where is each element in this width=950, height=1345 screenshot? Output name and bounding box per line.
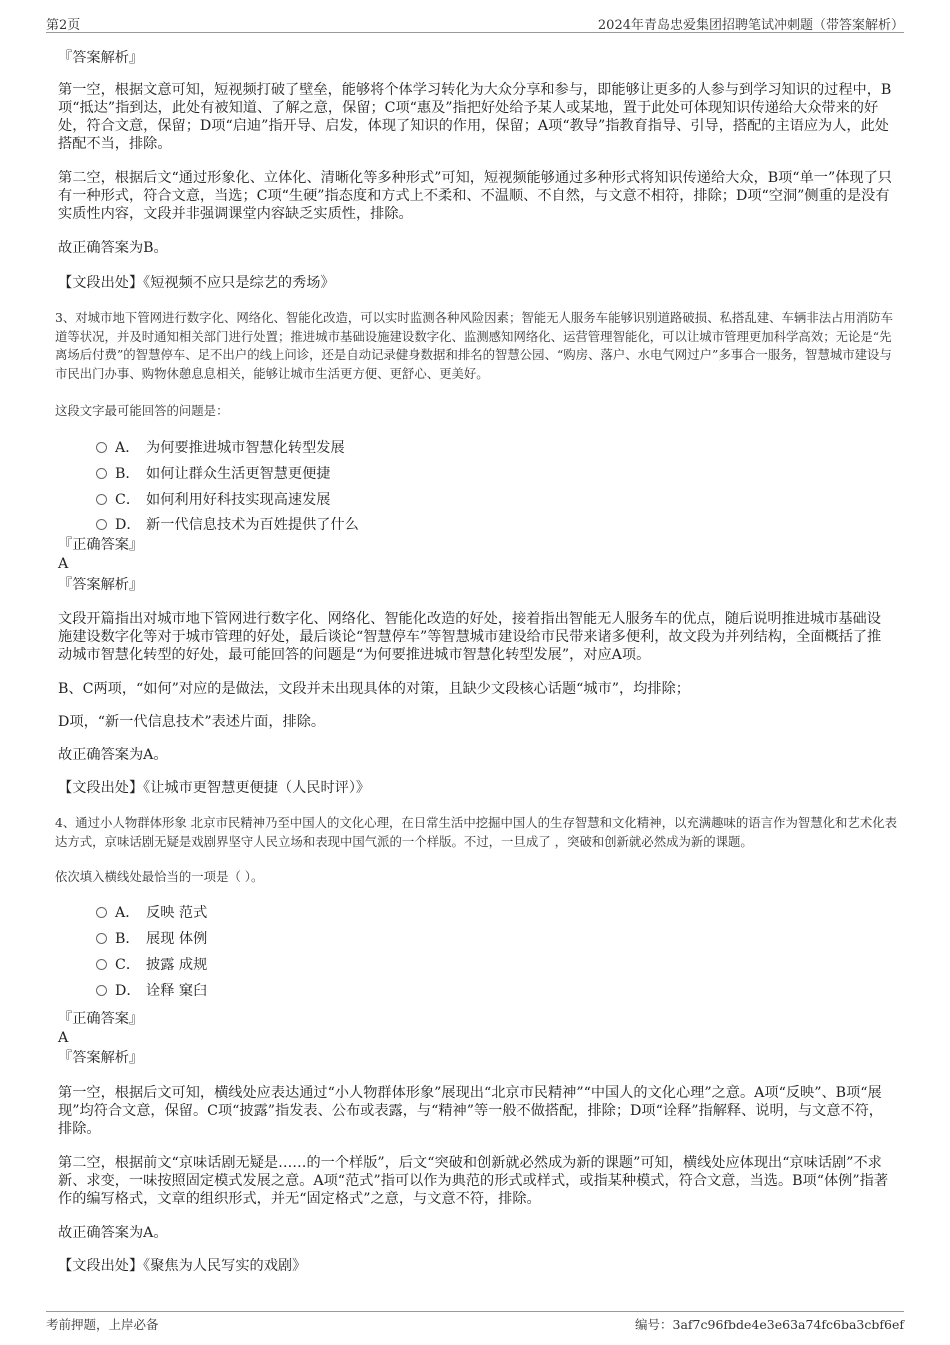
q3-question: 这段文字最可能回答的问题是：	[55, 403, 229, 418]
q4-conclusion: 故正确答案为A。	[58, 1225, 168, 1241]
q4-question: 依次填入横线处最恰当的一项是（ ）。	[55, 869, 264, 884]
q3-conclusion: 故正确答案为A。	[58, 747, 168, 763]
footer-code: 编号：3af7c96fbde4e3e63a74fc6ba3cbf6ef	[635, 1317, 904, 1332]
q2-conclusion: 故正确答案为B。	[58, 240, 168, 256]
radio-icon[interactable]	[96, 959, 107, 970]
q4-correct-answer: A	[58, 1030, 69, 1046]
q3-correct-label: 『正确答案』	[58, 537, 144, 553]
q4-correct-label: 『正确答案』	[58, 1011, 144, 1027]
radio-icon[interactable]	[96, 933, 107, 944]
q3-analysis-para1: 文段开篇指出对城市地下管网进行数字化、网络化、智能化改造的好处，接着指出智能无人服务车的优点，随后说明推进城市基础设施建设数字化等对于城市管理的好处，最后谈论“智慧停车”等智慧城市建设给市民带来诸多便利，故文段为并列结构，全面概括了推动城市智慧化转型的好处，最可能回答的问题是“为何要推进城市智慧化转型发展”，对应A项。	[58, 611, 882, 663]
radio-icon[interactable]	[96, 519, 107, 530]
radio-icon[interactable]	[96, 494, 107, 505]
q2-analysis-label: 『答案解析』	[58, 50, 144, 66]
page-footer	[46, 1311, 904, 1334]
radio-icon[interactable]	[96, 907, 107, 918]
q3-stem: 3、对城市地下管网进行数字化、网络化、智能化改造，可以实时监测各种风险因素；智能无人服务车能够识别道路破损、私搭乱建、车辆非法占用消防车道等状况，并及时通知相关部门进行处置；推进城市基础设施建设数字化、监测感知网络化、运营管理智能化，可以让城市管理更加科学高效；无论是“先离场后付费”的智慧停车、足不出户的线上问诊，还是自动记录健身数据和排名的智慧公园、“购房、落户、水电气网过户”多事合一服务，智慧城市建设与市民出门办事、购物休憩息息相关，能够让城市生活更方便、更舒心、更美好。	[55, 310, 894, 381]
radio-icon[interactable]	[96, 985, 107, 996]
q3-source: 【文段出处】《让城市更智慧更便捷（人民时评）》	[58, 780, 371, 796]
page-number: 第2页	[46, 18, 81, 33]
q3-option-d[interactable]: D． 新一代信息技术为百姓提供了什么	[96, 516, 359, 534]
q4-analysis-para1: 第一空，根据后文可知，横线处应表达通过“小人物群体形象”展现出“北京市民精神”“中国人的文化心理”之意。A项“反映”、B项“展现”均符合文意，保留。C项“披露”指发表、公布或表露，与“精神”等一般不做搭配，排除；D项“诠释”指解释、说明，与文意不符，排除。	[58, 1085, 883, 1137]
document-title: 2024年青岛忠爱集团招聘笔试冲刺题（带答案解析）	[597, 18, 904, 33]
q2-source: 【文段出处】《短视频不应只是综艺的秀场》	[58, 275, 335, 291]
q3-option-c[interactable]: C． 如何利用好科技实现高速发展	[96, 491, 330, 509]
q3-analysis-para3: D项，“新一代信息技术”表述片面，排除。	[58, 714, 326, 730]
q2-analysis-para2: 第二空，根据后文“通过形象化、立体化、清晰化等多种形式”可知，短视频能够通过多种形式将知识传递给大众，B项“单一”体现了只有一种形式，符合文意，当选；C项“生硬”指态度和方式上不柔和、不温顺、不自然，与文意不相符，排除；D项“空洞”侧重的是没有实质性内容，文段并非强调课堂内容缺乏实质性，排除。	[58, 170, 892, 222]
q4-option-c[interactable]: C． 披露 成规	[96, 956, 207, 974]
q3-option-a[interactable]: A． 为何要推进城市智慧化转型发展	[96, 439, 345, 457]
radio-icon[interactable]	[96, 468, 107, 479]
q4-option-a[interactable]: A． 反映 范式	[96, 904, 207, 922]
q4-stem: 4、通过小人物群体形象 北京市民精神乃至中国人的文化心理，在日常生活中挖掘中国人的生存智慧和文化精神，以充满趣味的语言作为智慧化和艺术化表达方式，京味话剧无疑是戏剧界坚守人民立场和表现中国气派的一个样版。不过，一旦成了 ，突破和创新就必然成为新的课题。	[55, 815, 897, 849]
q4-option-d[interactable]: D． 诠释 窠臼	[96, 982, 207, 1000]
page-header	[46, 12, 904, 33]
q3-analysis-label: 『答案解析』	[58, 577, 144, 593]
q3-option-b[interactable]: B． 如何让群众生活更智慧更便捷	[96, 465, 330, 483]
footer-slogan: 考前押题，上岸必备	[46, 1317, 159, 1332]
q4-analysis-label: 『答案解析』	[58, 1050, 144, 1066]
q4-analysis-para2: 第二空，根据前文“京味话剧无疑是……的一个样版”，后文“突破和创新就必然成为新的课题”可知，横线处应体现出“京味话剧”不求新、求变，一味按照固定模式发展之意。A项“范式”指可以作为典范的形式或样式，或指某种模式，符合文意，当选。B项“体例”指著作的编写格式，文章的组织形式，并无“固定格式”之意，与文意不符，排除。	[58, 1155, 889, 1207]
q3-correct-answer: A	[58, 556, 69, 572]
radio-icon[interactable]	[96, 442, 107, 453]
q3-analysis-para2: B、C两项，“如何”对应的是做法，文段并未出现具体的对策，且缺少文段核心话题“城市”，均排除；	[58, 681, 690, 697]
q2-analysis-para1: 第一空，根据文意可知，短视频打破了壁垒，能够将个体学习转化为大众分享和参与，即能够让更多的人参与到学习知识的过程中，B项“抵达”指到达，此处有被知道、了解之意，保留；C项“惠及”指把好处给予某人或某地，置于此处可体现知识传递给大众带来的好处，符合文意，保留；D项“启迪”指开导、启发，体现了知识的作用，保留；A项“教导”指教育指导、引导，搭配的主语应为人，此处搭配不当，排除。	[58, 82, 892, 152]
q4-option-b[interactable]: B． 展现 体例	[96, 930, 207, 948]
q4-source: 【文段出处】《聚焦为人民写实的戏剧》	[58, 1258, 307, 1274]
